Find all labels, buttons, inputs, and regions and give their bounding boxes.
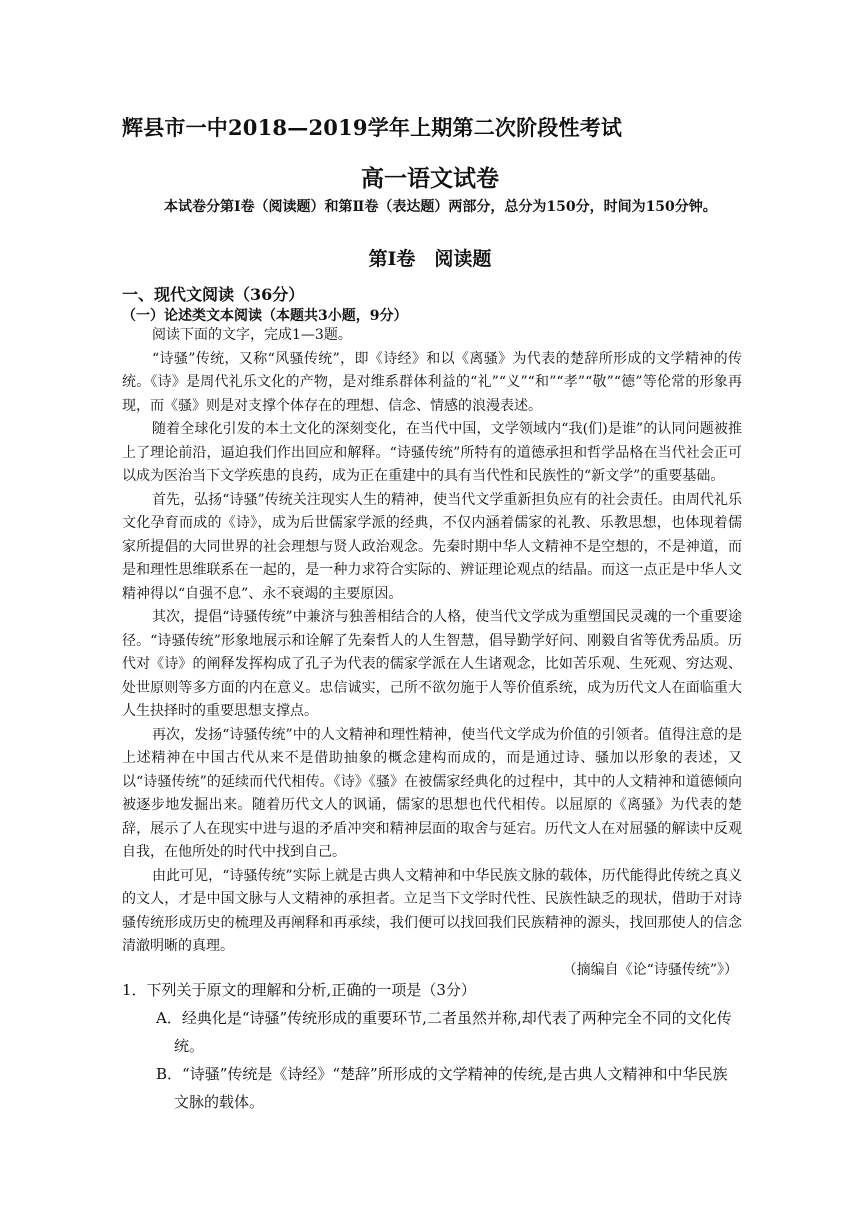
section-title: 一、现代文阅读（36分）	[122, 285, 305, 304]
exam-intro: 本试卷分第Ⅰ卷（阅读题）和第Ⅱ卷（表达题）两部分，总分为150分，时间为150分钟。	[164, 199, 717, 215]
option-a: A．经典化是“诗骚”传统形成的重要环节,二者虽然并称,却代表了两种完全不同的文化传统。	[156, 1009, 732, 1055]
passage-paragraph: 随着全球化引发的本土文化的深刻变化，在当代中国，文学领域内“我(们)是谁”的认同问题被推上了理论前沿，逼迫我们作出回应和解释。“诗骚传统”所特有的道德承担和哲学品格在当代社会正可以成为医治当下文学疾患的良药，成为正在重建中的具有当代性和民族性的“新文学”的重要基础。	[122, 421, 742, 484]
part-title: 第Ⅰ卷 阅读题	[368, 248, 492, 270]
paper-title: 高一语文试卷	[361, 165, 499, 192]
question-1	[122, 976, 742, 1116]
section-subtitle: （一）论述类文本阅读（本题共3小题，9分）	[122, 308, 408, 324]
option-b: B．“诗骚”传统是《诗经》“楚辞”所形成的文学精神的传统,是古典人文精神和中华民族文脉的载体。	[156, 1065, 728, 1111]
passage-paragraph: 首先，弘扬“诗骚”传统关注现实人生的精神，使当代文学重新担负应有的社会责任。由周代礼乐文化孕育而成的《诗》，成为后世儒家学派的经典，不仅内涵着儒家的礼教、乐教思想，也体现着儒家所提倡的大同世界的社会理想与贤人政治观念。先秦时期中华人文精神不是空想的，不是神道，而是和理性思维联系在一起的，是一种力求符合实际的、辨证理论观点的结晶。而这一点正是中华人文精神得以“自强不息”、永不衰竭的主要原因。	[122, 491, 742, 602]
exam-title: 辉县市一中2018—2019学年上期第二次阶段性考试	[122, 115, 623, 140]
passage-paragraph: 其次，提倡“诗骚传统”中兼济与独善相结合的人格，使当代文学成为重塑国民灵魂的一个重要途径。“诗骚传统”形象地展示和诠解了先秦哲人的人生智慧，倡导勤学好问、刚毅自省等优秀品质。历代对《诗》的阐释发挥构成了孔子为代表的儒家学派在人生诸观念，比如苦乐观、生死观、穷达观、处世原则等多方面的内在意义。忠信诚实，己所不欲勿施于人等价值系统，成为历代文人在面临重大人生抉择时的重要思想支撑点。	[122, 609, 742, 719]
passage-instruction: 阅读下面的文字，完成1—3题。	[152, 327, 352, 343]
passage-source: （摘编自《论“诗骚传统”》）	[562, 961, 738, 978]
question-stem: 1．下列关于原文的理解和分析,正确的一项是（3分）	[122, 981, 476, 999]
reading-passage	[122, 324, 742, 982]
passage-paragraph: 再次，发扬“诗骚传统”中的人文精神和理性精神，使当代文学成为价值的引领者。值得注意的是上述精神在中国古代从来不是借助抽象的概念建构而成的，而是通过诗、骚加以形象的表述，又以“诗骚传统”的延续而代代相传。《诗》《骚》在被儒家经典化的过程中，其中的人文精神和道德倾向被逐步地发掘出来。随着历代文人的讽诵，儒家的思想也代代相传。以屈原的《离骚》为代表的楚辞，展示了人在现实中进与退的矛盾冲突和精神层面的取舍与延宕。历代文人在对屈骚的解读中反观自我，在他所处的时代中找到自己。	[122, 726, 742, 860]
passage-paragraph: “诗骚”传统，又称“风骚传统”，即《诗经》和以《离骚》为代表的楚辞所形成的文学精神的传统。《诗》是周代礼乐文化的产物，是对维系群体利益的“礼”“义”“和”“孝”“敬”“德”等伦常的形象再现，而《骚》则是对支撑个体存在的理想、信念、情感的浪漫表述。	[122, 350, 742, 414]
passage-paragraph: 由此可见，“诗骚传统”实际上就是古典人文精神和中华民族文脉的载体，历代能得此传统之真义的文人，才是中国文脉与人文精神的承担者。立足当下文学时代性、民族性缺乏的现状，借助于对诗骚传统形成历史的梳理及再阐释和再承续，我们便可以找回我们民族精神的源头，找回那使人的信念清澈明晰的真理。	[122, 867, 742, 954]
